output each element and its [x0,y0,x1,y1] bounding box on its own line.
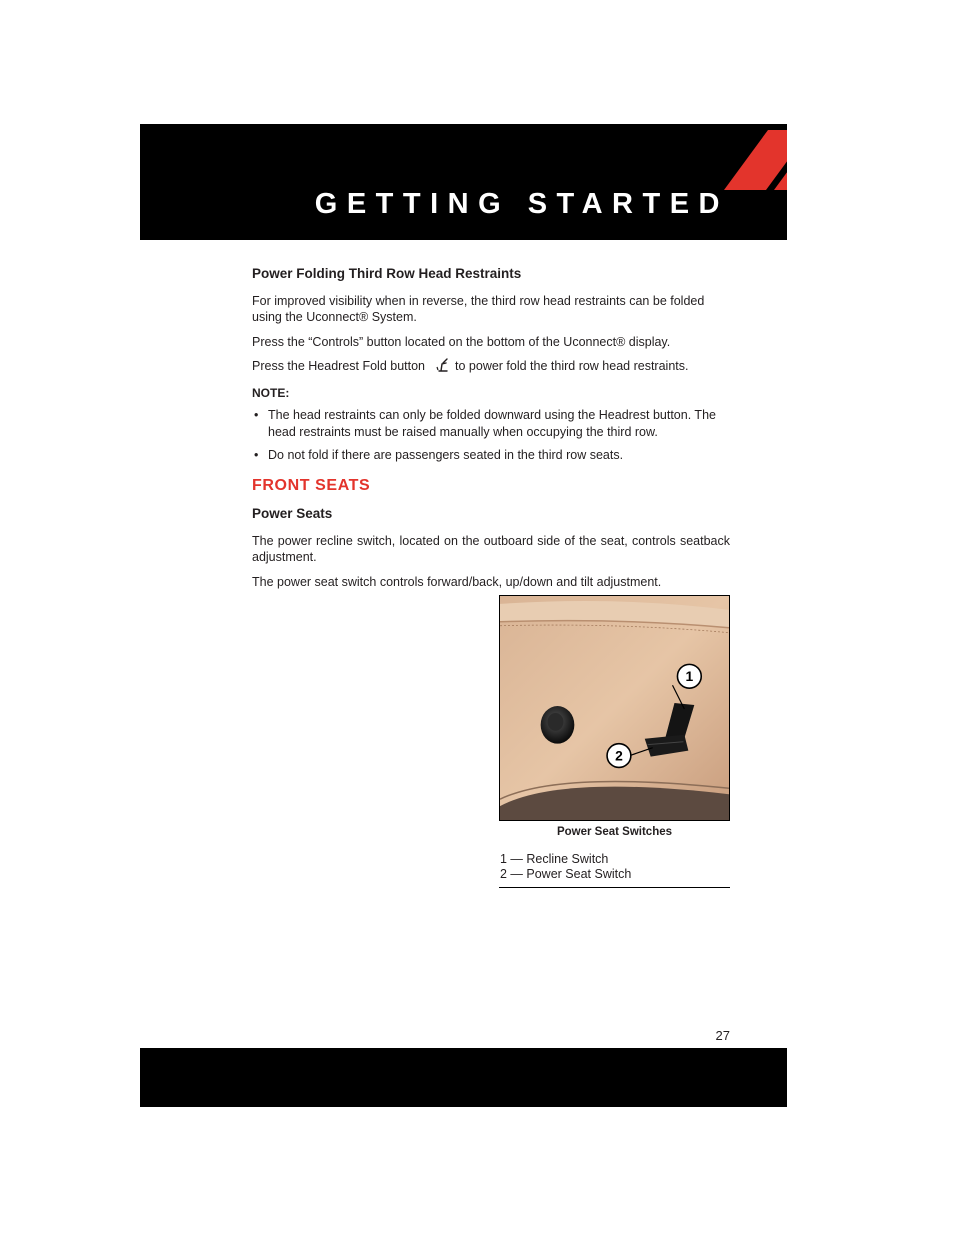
legend-item: 2 — Power Seat Switch [500,867,632,881]
chapter-title: GETTING STARTED [314,188,729,220]
paragraph-text: to power fold the third row head restraints. [455,359,689,373]
callout-1-label: 1 [685,668,694,685]
power-seat-figure [499,595,730,888]
bullet-icon: • [254,408,259,422]
bullet-icon: • [254,448,259,462]
list-item-text: The head restraints can only be folded downward using the Headrest button. The head restraints must be raised manually when occupying the third row. [268,408,716,439]
paragraph: Press the “Controls” button located on the bottom of the Uconnect® display. [252,334,671,349]
note-list [252,407,730,464]
paragraph-headrest-fold [252,358,730,375]
figure-legend [499,852,730,888]
legend-item: 1 — Recline Switch [500,852,609,866]
header-band [140,124,787,240]
list-item [252,407,730,440]
heading-front-seats: FRONT SEATS [252,476,371,494]
callout-2-label: 2 [615,747,623,764]
brand-stripes-logo [710,130,787,190]
list-item-text: Do not fold if there are passengers seated in the third row seats. [268,448,624,462]
heading-power-seats: Power Seats [252,506,333,521]
power-seat-switches-photo [499,595,730,821]
figure-caption: Power Seat Switches [556,826,673,838]
note-label: NOTE: [252,385,290,400]
list-item [252,447,730,464]
headrest-fold-icon [433,358,451,372]
paragraph: For improved visibility when in reverse, the third row head restraints can be folded using the Uconnect® System. [252,293,705,324]
footer-band [140,1048,787,1107]
paragraph-text: Press the Headrest Fold button [252,359,426,373]
page-number: 27 [715,1028,730,1043]
heading-power-folding-head-restraints: Power Folding Third Row Head Restraints [252,266,522,281]
paragraph: The power seat switch controls forward/back, up/down and tilt adjustment. [252,574,662,589]
main-content [252,266,730,598]
paragraph: The power recline switch, located on the outboard side of the seat, controls seatback adjustment. [252,533,730,564]
